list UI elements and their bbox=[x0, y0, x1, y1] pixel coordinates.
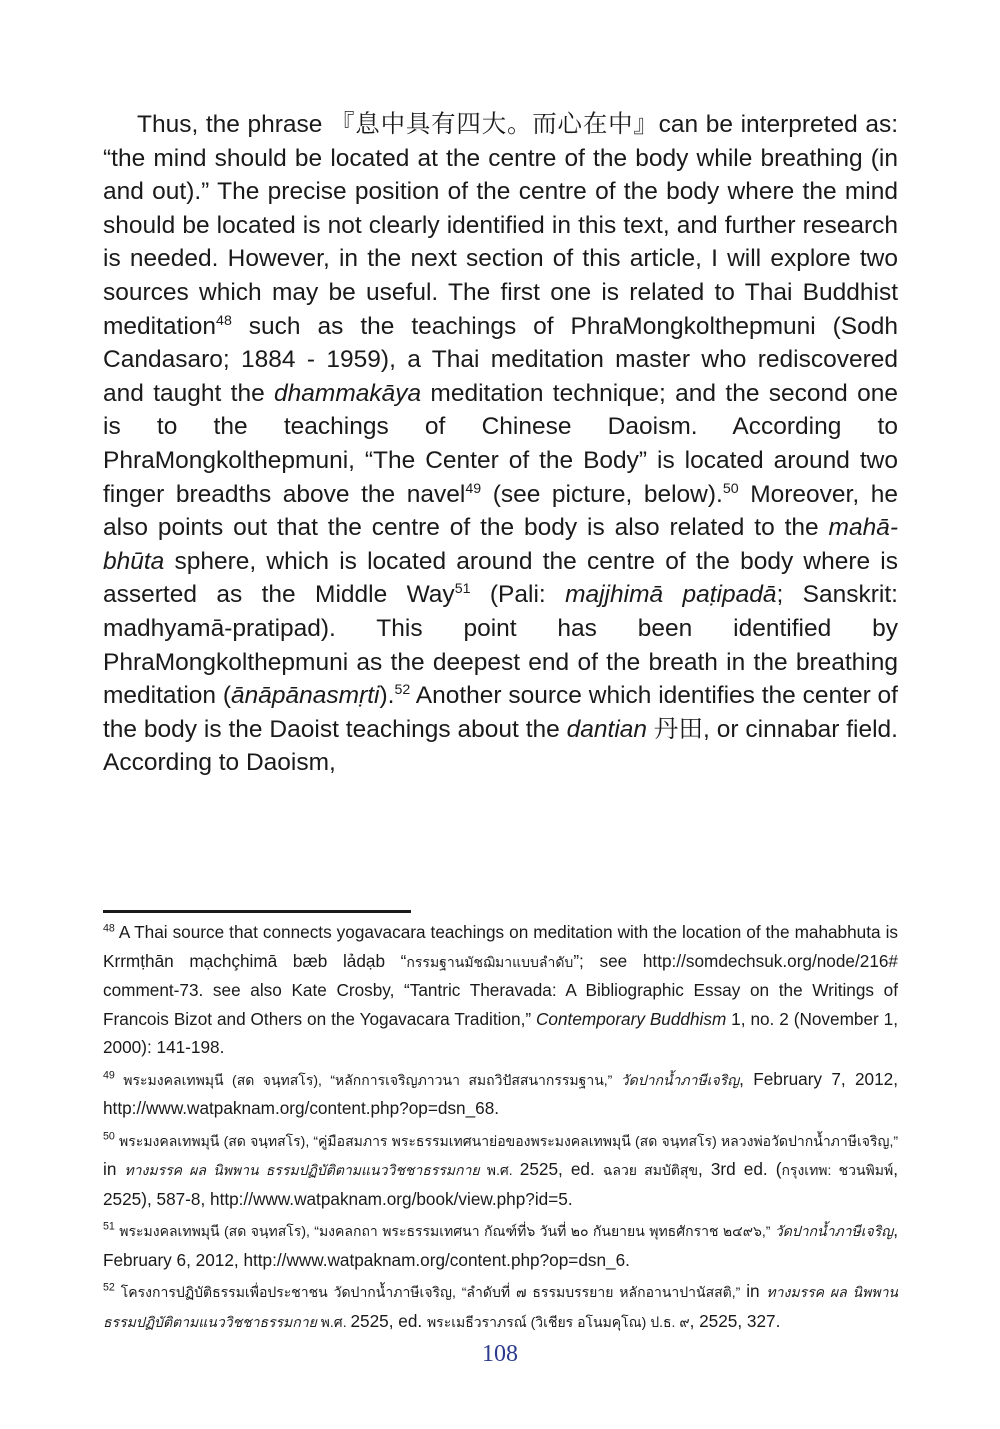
italic-term: majjhimā paṭipadā bbox=[565, 581, 777, 609]
italic-term: dhammakāya bbox=[274, 379, 422, 407]
footnote-number: 49 bbox=[103, 1068, 115, 1081]
thai-text: พระมงคลเทพมุนี (สด จนฺทสโร), “มงคลกถา พระธรรมเทศนา กัณฑ์ที่๖ วันที่ ๒๐ กันยายน พุทธศักราช ๒๔๙๖,” bbox=[114, 1223, 775, 1239]
footnote-divider bbox=[103, 910, 411, 913]
footnote-51 bbox=[103, 1216, 898, 1274]
footnote-ref-51[interactable]: 51 bbox=[454, 581, 471, 598]
footnote-48 bbox=[103, 918, 898, 1062]
footnote-52 bbox=[103, 1277, 898, 1336]
text-run: 1, no. 2 (November 1, 2000): 141-198. bbox=[103, 1008, 898, 1057]
text-run: Moreover, he also points out that the centre of the body is also related to the bbox=[103, 480, 898, 542]
thai-text: โครงการปฏิบัติธรรมเพื่อประชาชน วัดปากน้ำภาษีเจริญ, “ลำดับที่ ๗ ธรรมบรรยาย หลักอานาปานัสสติ,” bbox=[114, 1284, 747, 1300]
text-run: (see picture, below). bbox=[481, 480, 723, 508]
text-run: , 2525, 327. bbox=[689, 1310, 781, 1331]
thai-italic: วัดปากน้ำภาษีเจริญ bbox=[774, 1223, 894, 1239]
text-run: ; Sanskrit: madhyamā-pratipad). This point has been identified by PhraMongkolthepmuni as the deepest end of the breath in the breathing meditation ( bbox=[103, 581, 898, 710]
thai-text: พ.ศ. bbox=[479, 1162, 520, 1178]
footnotes bbox=[103, 918, 898, 1339]
footnote-number: 51 bbox=[103, 1220, 115, 1233]
thai-text: ฉลวย สมบัติสุข bbox=[602, 1162, 699, 1178]
chinese-phrase: 『息中具有四大。而心在中』 bbox=[330, 111, 659, 138]
thai-text: พระมงคลเทพมุนี (สด จนฺทสโร), “คู่มือสมภาร พระธรรมเทศนาย่อของพระมงคลเทพมุนี (สด จนฺทสโร) หลวงพ่อวัดปากน้ำภาษีเจริญ,” bbox=[114, 1132, 898, 1149]
thai-italic: ทางมรรค ผล นิพพาน ธรรมปฏิบัติตามแนววิชชาธรรมกาย bbox=[103, 1284, 898, 1330]
thai-italic: ทางมรรค ผล นิพพาน ธรรมปฏิบัติตามแนววิชชาธรรมกาย bbox=[124, 1162, 480, 1178]
thai-text: พระมงคลเทพมุนี (สด จนฺทสโร), “หลักการเจริญภาวนา สมถวิปัสสนากรรมฐาน,” bbox=[114, 1071, 621, 1088]
text-run: such as the teachings of PhraMongkolthepmuni (Sodh Candasaro; 1884 - 1959), a Thai meditation master who rediscovered and taught the bbox=[103, 312, 898, 407]
text-run: can be interpreted as: “the mind should be located at the centre of the body while breathing (in and out).” The precise position of the centre of the body where the mind should be located is not clearly identified in this text, and further research is needed. However, in the next section of this article, I will explore two sources which may be useful. The first one is related to Thai Buddhist meditation bbox=[103, 111, 898, 340]
text-run: , 3rd ed. ( bbox=[698, 1159, 782, 1179]
thai-text: พ.ศ. bbox=[316, 1313, 351, 1330]
italic-title: Contemporary Buddhism bbox=[536, 1008, 727, 1029]
thai-text: พระเมธีวราภรณ์ (วิเชียร อโนมคุโณ) ป.ธ. ๙ bbox=[426, 1313, 690, 1330]
paragraph bbox=[103, 108, 898, 780]
footnote-ref-52[interactable]: 52 bbox=[394, 681, 411, 698]
thai-text: กรุงเทพ: ชวนพิมพ์ bbox=[781, 1162, 894, 1178]
footnote-number: 52 bbox=[103, 1281, 115, 1294]
footnote-49 bbox=[103, 1065, 898, 1123]
italic-term: ānāpānasmṛti bbox=[231, 682, 380, 710]
text-run: 2525, ed. bbox=[350, 1310, 427, 1331]
text-run: 丹田, or cinnabar field. According to Daoism, bbox=[103, 715, 898, 777]
thai-text: กรรมฐานมัชฌิมาแบบลำดับ bbox=[406, 953, 574, 970]
text-run: A Thai source that connects yogavacara teachings on meditation with the location of the mahabhuta is Krrmṭhān mạchçhimā bæb lảdạb “ bbox=[103, 922, 898, 971]
text-run: sphere, which is located around the centre of the body where is asserted as the Middle Way bbox=[103, 547, 898, 609]
text-run: , February 6, 2012, http://www.watpaknam.org/content.php?op=dsn_6. bbox=[103, 1220, 898, 1270]
text-run: Thus, the phrase bbox=[137, 111, 331, 138]
footnote-ref-49[interactable]: 49 bbox=[465, 480, 482, 497]
text-run: in bbox=[746, 1281, 767, 1301]
text-run: (Pali: bbox=[470, 581, 566, 609]
main-paragraph bbox=[103, 108, 898, 780]
text-run: in bbox=[103, 1159, 125, 1179]
italic-term: dantian bbox=[566, 715, 648, 743]
footnote-number: 50 bbox=[103, 1129, 115, 1142]
footnote-number: 48 bbox=[103, 922, 115, 935]
footnote-ref-50[interactable]: 50 bbox=[722, 480, 739, 497]
page-number: 108 bbox=[482, 1341, 518, 1367]
italic-term: mahā-bhūta bbox=[103, 514, 898, 575]
text-run: , 2525), 587-8, http://www.watpaknam.org/book/view.php?id=5. bbox=[103, 1159, 898, 1209]
text-run: 2525, ed. bbox=[519, 1159, 603, 1179]
text-run: Another source which identifies the center of the body is the Daoist teachings about the bbox=[103, 682, 898, 743]
footnote-50 bbox=[103, 1126, 898, 1214]
thai-italic: วัดปากน้ำภาษีเจริญ bbox=[620, 1071, 740, 1088]
text-run: , February 7, 2012, http://www.watpaknam.org/content.php?op=dsn_68. bbox=[103, 1068, 898, 1118]
text-run: ”; see http://somdechsuk.org/node/216# comment-73. see also Kate Crosby, “Tantric Theravada: A Bibliographic Essay on the Writings of Francois Bizot and Others on the Yogavacara Tradition,” bbox=[103, 950, 898, 1029]
text-run: ). bbox=[379, 682, 395, 710]
footnote-ref-48[interactable]: 48 bbox=[216, 312, 232, 329]
text-run: meditation technique; and the second one is to the teachings of Chinese Daoism. According to PhraMongkolthepmuni, “The Center of the Body” is located around two finger breadths above the navel bbox=[103, 379, 898, 508]
